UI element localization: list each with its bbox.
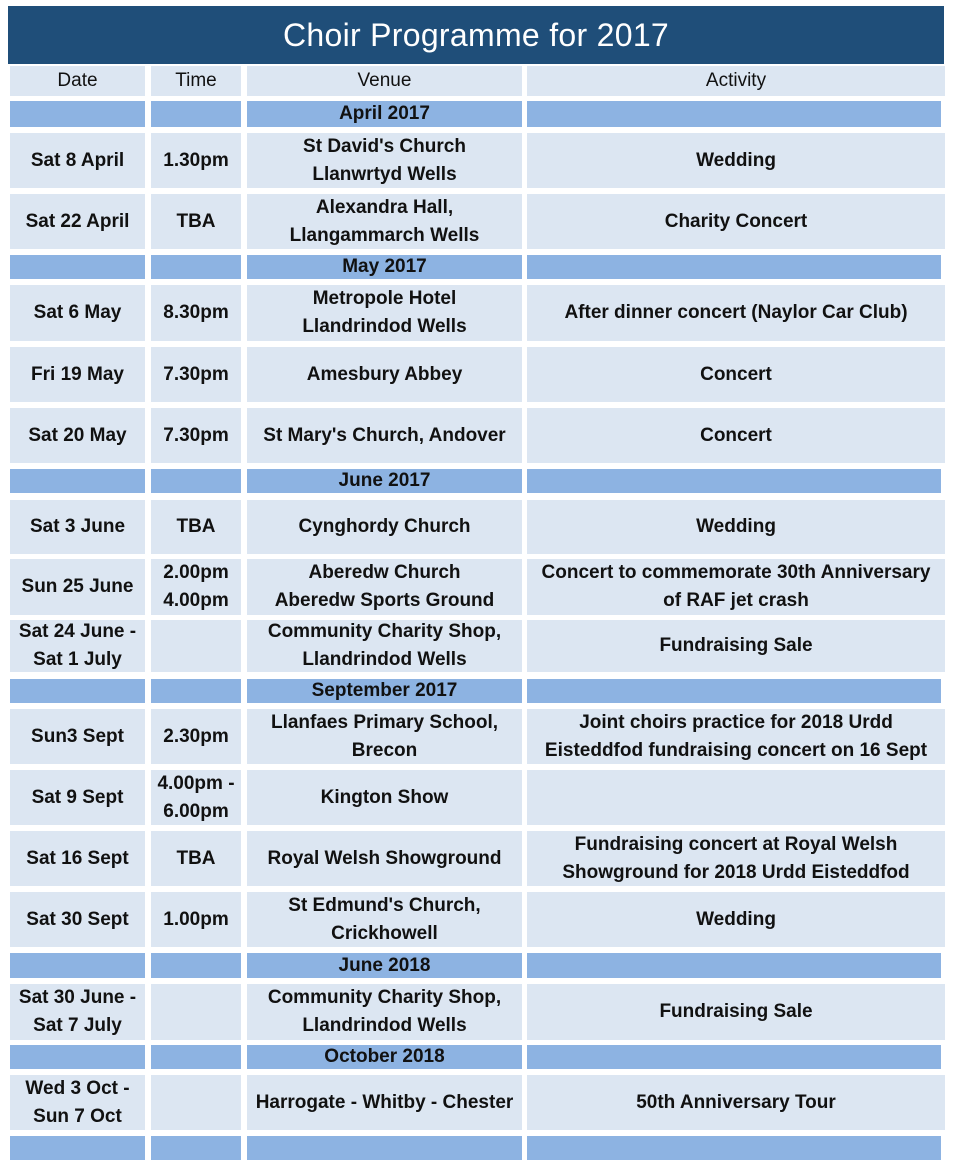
date-cell: Fri 19 May bbox=[10, 347, 145, 402]
month-band-spacer bbox=[10, 101, 145, 127]
time-cell: TBA bbox=[151, 194, 241, 249]
date-cell: Sat 30 Sept bbox=[10, 892, 145, 947]
activity-cell: Concert to commemorate 30th Anniversary of RAF jet crash bbox=[527, 559, 945, 615]
activity-cell: Charity Concert bbox=[527, 194, 945, 249]
date-cell: Sun 25 June bbox=[10, 559, 145, 615]
venue-cell: Harrogate - Whitby - Chester bbox=[247, 1075, 522, 1130]
date-cell: Sat 9 Sept bbox=[10, 770, 145, 825]
venue-cell: Metropole Hotel Llandrindod Wells bbox=[247, 285, 522, 341]
venue-cell: Amesbury Abbey bbox=[247, 347, 522, 402]
date-cell: Sat 22 April bbox=[10, 194, 145, 249]
date-cell: Sat 30 June - Sat 7 July bbox=[10, 984, 145, 1040]
month-header: September 2017 bbox=[247, 679, 522, 703]
venue-cell: St David's Church Llanwrtyd Wells bbox=[247, 133, 522, 188]
date-cell: Wed 3 Oct - Sun 7 Oct bbox=[10, 1075, 145, 1130]
venue-cell: Community Charity Shop, Llandrindod Wells bbox=[247, 984, 522, 1040]
month-band-spacer bbox=[151, 101, 241, 127]
month-band-spacer bbox=[151, 679, 241, 703]
month-band-spacer bbox=[527, 679, 941, 703]
venue-cell: Cynghordy Church bbox=[247, 500, 522, 554]
time-cell bbox=[151, 620, 241, 672]
activity-cell: 50th Anniversary Tour bbox=[527, 1075, 945, 1130]
month-band-spacer bbox=[151, 1136, 241, 1160]
column-header-venue: Venue bbox=[247, 66, 522, 96]
month-header: May 2017 bbox=[247, 255, 522, 279]
month-band-spacer bbox=[151, 1045, 241, 1069]
column-header-date: Date bbox=[10, 66, 145, 96]
month-band-spacer bbox=[527, 1136, 941, 1160]
activity-cell: Fundraising Sale bbox=[527, 984, 945, 1040]
date-cell: Sat 24 June - Sat 1 July bbox=[10, 620, 145, 672]
activity-cell bbox=[527, 770, 945, 825]
month-band-spacer bbox=[10, 953, 145, 978]
time-cell: 1.30pm bbox=[151, 133, 241, 188]
date-cell: Sat 6 May bbox=[10, 285, 145, 341]
time-cell: TBA bbox=[151, 500, 241, 554]
activity-cell: Wedding bbox=[527, 133, 945, 188]
time-cell: 2.30pm bbox=[151, 709, 241, 764]
time-cell: 2.00pm 4.00pm bbox=[151, 559, 241, 615]
month-band-spacer bbox=[527, 1045, 941, 1069]
venue-cell: St Mary's Church, Andover bbox=[247, 408, 522, 463]
month-band-spacer bbox=[151, 953, 241, 978]
activity-cell: Concert bbox=[527, 408, 945, 463]
column-header-activity: Activity bbox=[527, 66, 945, 96]
page-title: Choir Programme for 2017 bbox=[8, 6, 944, 64]
date-cell: Sat 3 June bbox=[10, 500, 145, 554]
month-header bbox=[247, 1136, 522, 1160]
month-band-spacer bbox=[10, 469, 145, 493]
venue-cell: Aberedw Church Aberedw Sports Ground bbox=[247, 559, 522, 615]
activity-cell: Wedding bbox=[527, 500, 945, 554]
activity-cell: Joint choirs practice for 2018 Urdd Eisteddfod fundraising concert on 16 Sept bbox=[527, 709, 945, 764]
month-band-spacer bbox=[10, 679, 145, 703]
date-cell: Sat 20 May bbox=[10, 408, 145, 463]
venue-cell: Kington Show bbox=[247, 770, 522, 825]
activity-cell: Fundraising concert at Royal Welsh Showground for 2018 Urdd Eisteddfod bbox=[527, 831, 945, 886]
month-band-spacer bbox=[151, 255, 241, 279]
venue-cell: Alexandra Hall, Llangammarch Wells bbox=[247, 194, 522, 249]
activity-cell: Fundraising Sale bbox=[527, 620, 945, 672]
date-cell: Sat 16 Sept bbox=[10, 831, 145, 886]
month-band-spacer bbox=[10, 1045, 145, 1069]
month-header: April 2017 bbox=[247, 101, 522, 127]
venue-cell: Llanfaes Primary School, Brecon bbox=[247, 709, 522, 764]
month-band-spacer bbox=[527, 953, 941, 978]
month-band-spacer bbox=[10, 255, 145, 279]
time-cell: 4.00pm - 6.00pm bbox=[151, 770, 241, 825]
month-band-spacer bbox=[527, 469, 941, 493]
activity-cell: After dinner concert (Naylor Car Club) bbox=[527, 285, 945, 341]
month-band-spacer bbox=[527, 255, 941, 279]
month-header: June 2017 bbox=[247, 469, 522, 493]
column-header-time: Time bbox=[151, 66, 241, 96]
date-cell: Sun3 Sept bbox=[10, 709, 145, 764]
month-band-spacer bbox=[527, 101, 941, 127]
time-cell: 1.00pm bbox=[151, 892, 241, 947]
venue-cell: St Edmund's Church, Crickhowell bbox=[247, 892, 522, 947]
time-cell bbox=[151, 984, 241, 1040]
activity-cell: Concert bbox=[527, 347, 945, 402]
month-header: October 2018 bbox=[247, 1045, 522, 1069]
month-header: June 2018 bbox=[247, 953, 522, 978]
date-cell: Sat 8 April bbox=[10, 133, 145, 188]
time-cell: 7.30pm bbox=[151, 347, 241, 402]
time-cell: 8.30pm bbox=[151, 285, 241, 341]
time-cell: TBA bbox=[151, 831, 241, 886]
activity-cell: Wedding bbox=[527, 892, 945, 947]
venue-cell: Community Charity Shop, Llandrindod Wells bbox=[247, 620, 522, 672]
time-cell bbox=[151, 1075, 241, 1130]
month-band-spacer bbox=[10, 1136, 145, 1160]
venue-cell: Royal Welsh Showground bbox=[247, 831, 522, 886]
time-cell: 7.30pm bbox=[151, 408, 241, 463]
month-band-spacer bbox=[151, 469, 241, 493]
